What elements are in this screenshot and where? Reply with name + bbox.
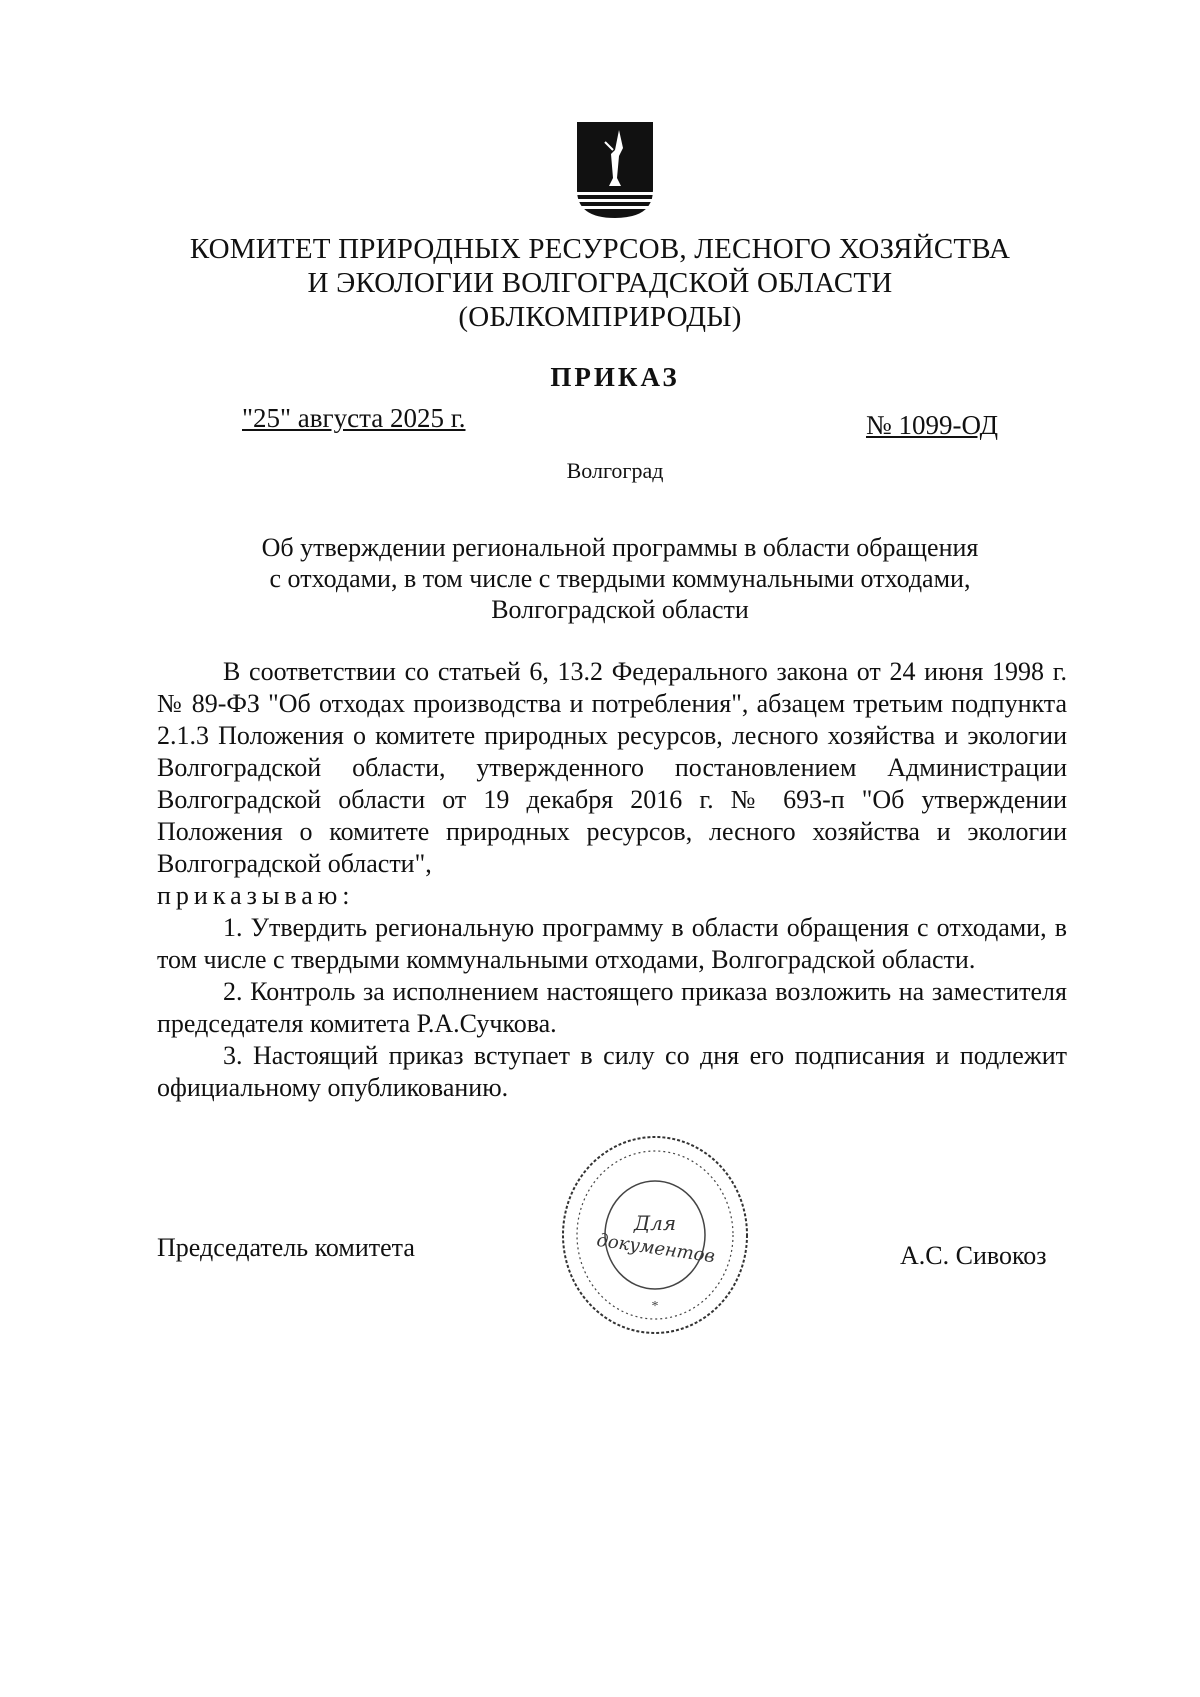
order-word: приказываю: (157, 881, 355, 910)
document-title: ПРИКАЗ (550, 362, 680, 392)
subject-line-1: Об утверждении региональной программы в области обращения (261, 533, 979, 562)
order-date: "25" августа 2025 г. (242, 403, 466, 433)
subject-line-2: с отходами, в том числе с твердыми коммунальными отходами, (269, 564, 971, 593)
organization-name (140, 232, 1060, 334)
org-line-1: КОМИТЕТ ПРИРОДНЫХ РЕСУРСОВ, ЛЕСНОГО ХОЗЯЙСТВА (189, 233, 1011, 265)
stamp-inner-line-1: Для (633, 1211, 677, 1235)
order-body (157, 656, 1067, 1104)
coat-of-arms-emblem (575, 120, 655, 220)
official-seal-stamp (555, 1130, 755, 1340)
subject-line-3: Волгоградской области (491, 595, 749, 624)
signatory-position: Председатель комитета (157, 1233, 415, 1262)
order-item-1: 1. Утвердить региональную программу в области обращения с отходами, в том числе с твердыми коммунальными отходами, Волгоградской области. (157, 913, 1067, 974)
order-subject (140, 532, 1100, 625)
order-item-2: 2. Контроль за исполнением настоящего приказа возложить на заместителя председателя комитета Р.А.Сучкова. (157, 977, 1067, 1038)
org-line-2: И ЭКОЛОГИИ ВОЛГОГРАДСКОЙ ОБЛАСТИ (307, 267, 893, 299)
order-item-3: 3. Настоящий приказ вступает в силу со дня его подписания и подлежит официальному опубликованию. (157, 1041, 1067, 1102)
preamble-text: В соответствии со статьей 6, 13.2 Федерального закона от 24 июня 1998 г. № 89-ФЗ "Об отходах производства и потребления", абзацем третьим подпункта 2.1.3 Положения о комитете природных ресурсов, лесного хозяйства и экологии Волгоградской области, утвержденного постановлением Администрации Волгоградской области от 19 декабря 2016 г. № 693-п "Об утверждении Положения о комитете природных ресурсов, лесного хозяйства и экологии Волгоградской области", (157, 657, 1067, 878)
signatory-name: А.С. Сивокоз (900, 1241, 1047, 1270)
preamble-paragraph (157, 656, 1067, 880)
stamp-star-icon: * (651, 1299, 659, 1314)
order-city: Волгоград (566, 458, 664, 483)
stamp-inner-line-2: документов (595, 1229, 717, 1268)
order-number: № 1099-ОД (866, 410, 999, 440)
org-line-3: (ОБЛКОМПРИРОДЫ) (458, 301, 742, 333)
